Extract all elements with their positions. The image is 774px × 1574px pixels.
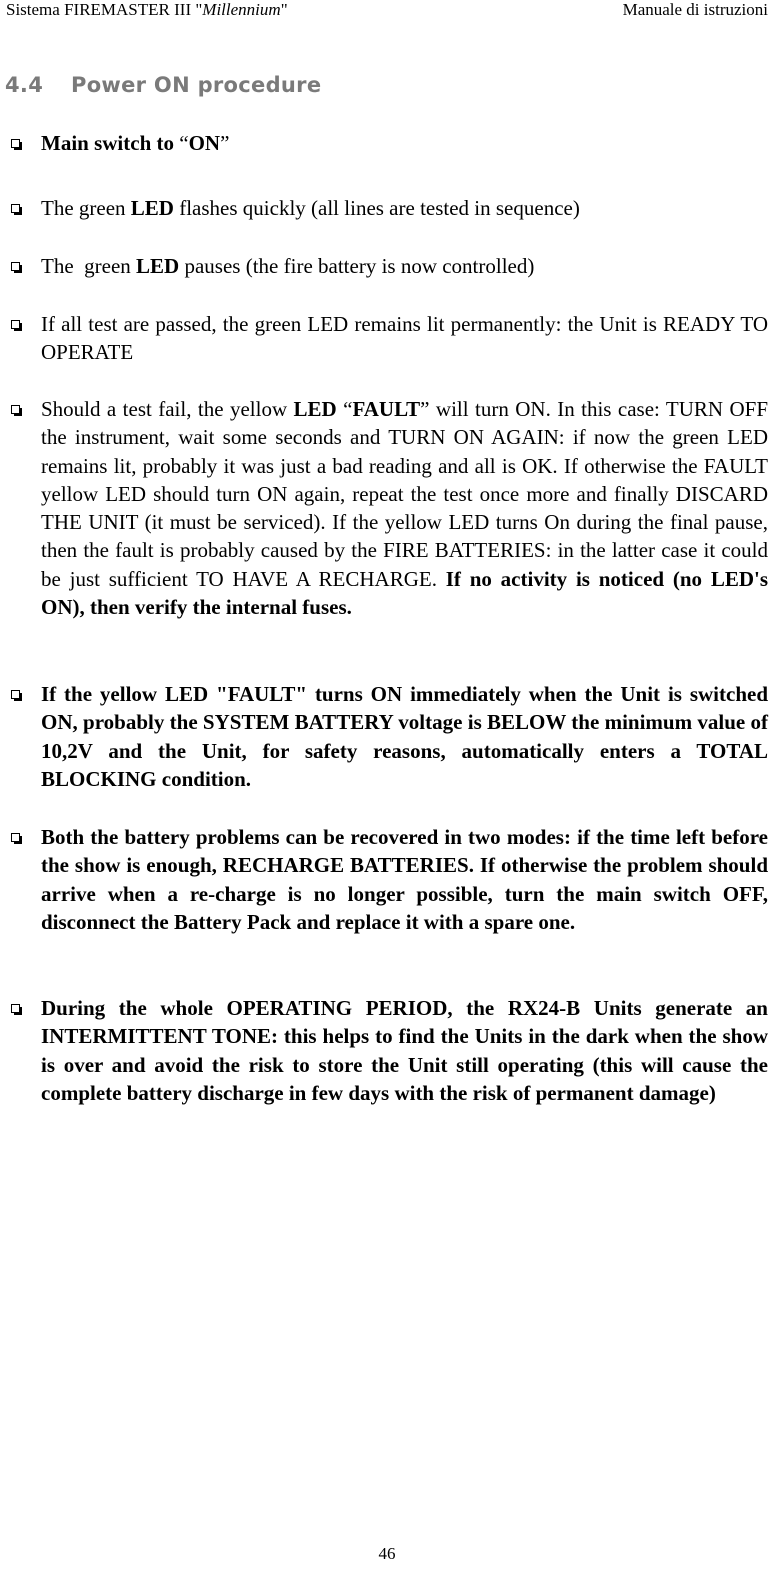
checkbox-bullet-icon (11, 690, 20, 699)
list-item (0, 823, 768, 936)
list-item-text: Both the battery problems can be recovered in two modes: if the time left before the show is enough, RECHARGE BATTERIES. If otherwise the problem should arrive when a re-charge is no longer possible, turn the main switch OFF, disconnect the Battery Pack and replace it with a spare one. (41, 825, 768, 934)
list-item-text: During the whole OPERATING PERIOD, the RX24-B Units generate an INTERMITTENT TONE: this helps to find the Units in the dark when the show is over and avoid the risk to store the Unit still operating (this will cause the complete battery discharge in few days with the risk of permanent damage) (41, 996, 768, 1105)
checkbox-bullet-icon (11, 833, 20, 842)
checkbox-bullet-icon (11, 262, 20, 271)
list-item (0, 310, 768, 367)
checkbox-bullet-icon (11, 320, 20, 329)
list-item (0, 680, 768, 793)
checkbox-bullet-icon (11, 139, 20, 148)
list-item (0, 194, 768, 222)
section-title: Power ON procedure (71, 73, 322, 97)
section-number: 4.4 (5, 73, 44, 97)
list-item-text: Main switch to “ON” (41, 131, 230, 155)
list-item-text: If the yellow LED "FAULT" turns ON immediately when the Unit is switched ON, probably the SYSTEM BATTERY voltage is BELOW the minimum value of 10,2V and the Unit, for safety reasons, automatically enters a TOTAL BLOCKING condition. (41, 682, 768, 791)
list-item-text: If all test are passed, the green LED remains lit permanently: the Unit is READY TO OPERATE (41, 312, 768, 365)
page-number: 46 (378, 1544, 396, 1563)
list-item (0, 994, 768, 1107)
page-header (0, 0, 774, 22)
header-document-title: Sistema FIREMASTER III "Millennium" (6, 0, 288, 19)
checkbox-bullet-icon (11, 1004, 20, 1013)
list-item-text: Should a test fail, the yellow LED “FAULT” will turn ON. In this case: TURN OFF the instrument, wait some seconds and TURN ON AGAIN: if now the green LED remains lit, probably it was just a bad reading and all is OK. If otherwise the FAULT yellow LED should turn ON again, repeat the test once more and finally DISCARD THE UNIT (it must be serviced). If the yellow LED turns On during the final pause, then the fault is probably caused by the FIRE BATTERIES: in the latter case it could be just sufficient TO HAVE A RECHARGE. If no activity is noticed (no LED's ON), then verify the internal fuses. (41, 397, 769, 620)
list-item-text: The green LED flashes quickly (all lines are tested in sequence) (41, 196, 580, 220)
checkbox-bullet-icon (11, 405, 20, 414)
section-heading (5, 73, 321, 97)
list-item (0, 252, 768, 280)
list-item-text: The green LED pauses (the fire battery is now controlled) (41, 254, 535, 278)
header-manual-label: Manuale di istruzioni (622, 0, 768, 19)
checkbox-bullet-icon (11, 204, 20, 213)
list-item (0, 129, 768, 157)
list-item (0, 395, 768, 621)
